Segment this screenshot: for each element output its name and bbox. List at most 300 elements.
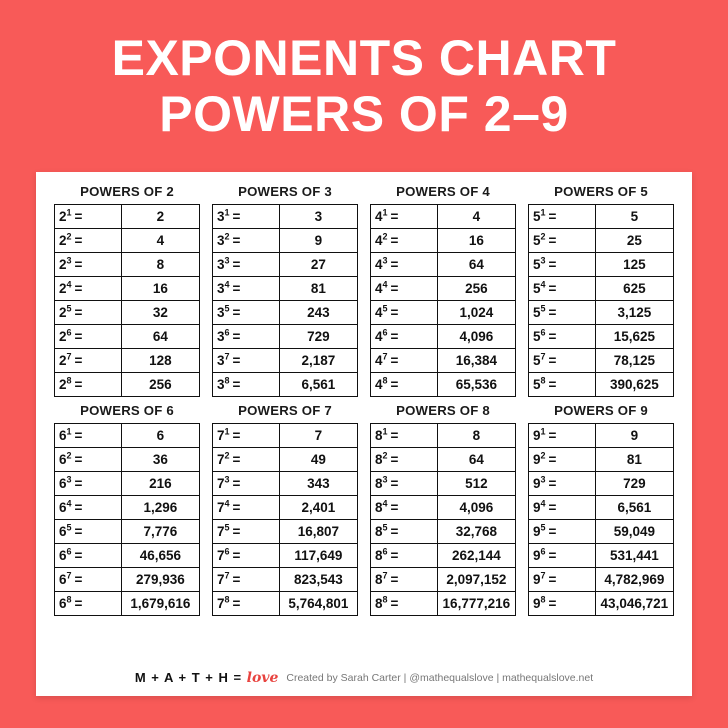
power-exponent: 4: [66, 279, 72, 290]
column-heading: POWERS OF 8: [396, 403, 490, 418]
power-base: 2: [59, 305, 67, 320]
equals-sign: =: [74, 281, 83, 296]
power-exponent: 4: [224, 498, 230, 509]
table-row: [213, 325, 358, 349]
equals-sign: =: [390, 476, 399, 491]
power-base: 5: [533, 377, 541, 392]
table-row: [529, 448, 674, 472]
power-expression: [529, 301, 596, 325]
power-exponent: 7: [66, 351, 72, 362]
power-expression: [55, 229, 122, 253]
equals-sign: =: [390, 209, 399, 224]
equals-sign: =: [232, 500, 241, 515]
power-base: 4: [375, 257, 383, 272]
power-base: 6: [59, 500, 67, 515]
equals-sign: =: [548, 353, 557, 368]
power-base: 6: [59, 452, 67, 467]
power-expression: [213, 229, 280, 253]
table-row: [55, 544, 200, 568]
power-exponent: 1: [224, 207, 230, 218]
power-base: 5: [533, 257, 541, 272]
column-heading: POWERS OF 7: [238, 403, 332, 418]
power-exponent: 5: [540, 522, 546, 533]
powers-table: [54, 423, 200, 616]
power-base: 9: [533, 476, 541, 491]
power-value: 4: [121, 229, 199, 253]
power-expression: [371, 520, 438, 544]
power-base: 9: [533, 452, 541, 467]
table-row: [529, 472, 674, 496]
power-exponent: 8: [540, 375, 546, 386]
power-exponent: 2: [224, 450, 230, 461]
power-exponent: 6: [224, 327, 230, 338]
power-exponent: 4: [540, 279, 546, 290]
table-row: [55, 205, 200, 229]
power-value: 279,936: [121, 568, 199, 592]
title-line-1: EXPONENTS CHART: [111, 30, 617, 86]
table-row: [371, 205, 516, 229]
powers-column: [522, 180, 680, 399]
power-expression: [55, 205, 122, 229]
power-exponent: 8: [66, 594, 72, 605]
equals-sign: =: [74, 329, 83, 344]
logo-letters: M + A + T + H =: [134, 670, 247, 685]
power-exponent: 7: [224, 570, 230, 581]
table-row: [213, 448, 358, 472]
table-row: [213, 205, 358, 229]
table-row: [55, 568, 200, 592]
power-expression: [213, 325, 280, 349]
title-line-2: POWERS OF 2–9: [159, 86, 569, 142]
table-row: [55, 349, 200, 373]
power-value: 4,096: [437, 496, 515, 520]
equals-sign: =: [390, 572, 399, 587]
math-equals-love-logo: [135, 670, 279, 686]
power-exponent: 7: [224, 351, 230, 362]
power-exponent: 5: [224, 303, 230, 314]
power-base: 3: [217, 329, 225, 344]
equals-sign: =: [232, 524, 241, 539]
power-expression: [55, 496, 122, 520]
table-row: [529, 592, 674, 616]
equals-sign: =: [74, 377, 83, 392]
table-row: [529, 373, 674, 397]
power-exponent: 5: [224, 522, 230, 533]
power-expression: [529, 472, 596, 496]
power-value: 9: [595, 424, 673, 448]
power-value: 2,187: [279, 349, 357, 373]
power-expression: [55, 520, 122, 544]
equals-sign: =: [74, 596, 83, 611]
table-row: [55, 253, 200, 277]
table-row: [371, 301, 516, 325]
power-base: 2: [59, 233, 67, 248]
power-exponent: 3: [224, 474, 230, 485]
equals-sign: =: [390, 233, 399, 248]
power-value: 1,024: [437, 301, 515, 325]
page-title: [0, 0, 728, 142]
equals-sign: =: [232, 257, 241, 272]
table-row: [371, 349, 516, 373]
table-row: [213, 277, 358, 301]
power-expression: [213, 349, 280, 373]
power-exponent: 3: [66, 255, 72, 266]
equals-sign: =: [390, 428, 399, 443]
powers-column: [48, 399, 206, 618]
power-value: 16,807: [279, 520, 357, 544]
equals-sign: =: [74, 548, 83, 563]
power-exponent: 8: [224, 375, 230, 386]
power-expression: [371, 448, 438, 472]
table-row: [529, 568, 674, 592]
power-expression: [213, 424, 280, 448]
table-row: [213, 592, 358, 616]
column-heading: POWERS OF 2: [80, 184, 174, 199]
power-base: 7: [217, 476, 225, 491]
table-row: [55, 424, 200, 448]
power-exponent: 6: [66, 546, 72, 557]
power-expression: [55, 448, 122, 472]
power-value: 27: [279, 253, 357, 277]
power-exponent: 8: [540, 594, 546, 605]
power-exponent: 7: [382, 570, 388, 581]
power-base: 5: [533, 305, 541, 320]
power-base: 2: [59, 209, 67, 224]
power-exponent: 4: [382, 498, 388, 509]
equals-sign: =: [548, 452, 557, 467]
power-value: 2,401: [279, 496, 357, 520]
power-value: 117,649: [279, 544, 357, 568]
equals-sign: =: [548, 572, 557, 587]
power-exponent: 2: [540, 450, 546, 461]
power-expression: [213, 592, 280, 616]
power-exponent: 2: [66, 450, 72, 461]
powers-table: [528, 204, 674, 397]
column-heading: POWERS OF 4: [396, 184, 490, 199]
power-base: 7: [217, 548, 225, 563]
power-expression: [529, 424, 596, 448]
power-base: 2: [59, 329, 67, 344]
power-expression: [213, 568, 280, 592]
equals-sign: =: [74, 233, 83, 248]
powers-table: [370, 423, 516, 616]
powers-grid: [36, 172, 692, 618]
power-value: 823,543: [279, 568, 357, 592]
power-value: 25: [595, 229, 673, 253]
equals-sign: =: [390, 257, 399, 272]
power-value: 15,625: [595, 325, 673, 349]
power-expression: [55, 568, 122, 592]
equals-sign: =: [390, 548, 399, 563]
power-expression: [529, 373, 596, 397]
power-base: 7: [217, 500, 225, 515]
equals-sign: =: [390, 596, 399, 611]
power-expression: [371, 544, 438, 568]
table-row: [55, 373, 200, 397]
power-exponent: 1: [382, 426, 388, 437]
power-base: 9: [533, 428, 541, 443]
power-exponent: 4: [540, 498, 546, 509]
power-base: 3: [217, 377, 225, 392]
power-expression: [55, 325, 122, 349]
power-value: 343: [279, 472, 357, 496]
power-value: 9: [279, 229, 357, 253]
power-base: 4: [375, 353, 383, 368]
equals-sign: =: [232, 428, 241, 443]
power-expression: [213, 472, 280, 496]
equals-sign: =: [74, 452, 83, 467]
table-row: [371, 277, 516, 301]
power-expression: [55, 253, 122, 277]
power-base: 9: [533, 548, 541, 563]
equals-sign: =: [548, 329, 557, 344]
table-row: [55, 229, 200, 253]
power-expression: [55, 277, 122, 301]
equals-sign: =: [548, 377, 557, 392]
power-expression: [371, 229, 438, 253]
power-exponent: 3: [382, 474, 388, 485]
power-value: 59,049: [595, 520, 673, 544]
powers-table: [54, 204, 200, 397]
powers-column: [206, 399, 364, 618]
equals-sign: =: [232, 329, 241, 344]
power-value: 262,144: [437, 544, 515, 568]
power-expression: [529, 253, 596, 277]
power-value: 4: [437, 205, 515, 229]
table-row: [55, 301, 200, 325]
power-base: 2: [59, 377, 67, 392]
power-base: 6: [59, 572, 67, 587]
power-expression: [371, 301, 438, 325]
power-base: 9: [533, 524, 541, 539]
power-base: 7: [217, 524, 225, 539]
table-row: [371, 568, 516, 592]
table-row: [371, 424, 516, 448]
power-expression: [529, 205, 596, 229]
power-exponent: 3: [224, 255, 230, 266]
equals-sign: =: [548, 548, 557, 563]
power-base: 7: [217, 596, 225, 611]
power-expression: [55, 349, 122, 373]
equals-sign: =: [390, 305, 399, 320]
power-exponent: 5: [540, 303, 546, 314]
equals-sign: =: [390, 500, 399, 515]
power-exponent: 4: [66, 498, 72, 509]
table-row: [55, 277, 200, 301]
power-exponent: 2: [224, 231, 230, 242]
table-row: [371, 472, 516, 496]
powers-table: [212, 423, 358, 616]
power-value: 16,384: [437, 349, 515, 373]
equals-sign: =: [74, 305, 83, 320]
table-row: [371, 229, 516, 253]
power-expression: [529, 568, 596, 592]
table-row: [371, 325, 516, 349]
power-base: 6: [59, 548, 67, 563]
power-expression: [371, 349, 438, 373]
power-base: 8: [375, 548, 383, 563]
power-value: 81: [279, 277, 357, 301]
power-value: 16: [121, 277, 199, 301]
power-base: 6: [59, 428, 67, 443]
power-value: 64: [437, 448, 515, 472]
power-exponent: 3: [66, 474, 72, 485]
equals-sign: =: [232, 305, 241, 320]
table-row: [371, 253, 516, 277]
power-value: 5: [595, 205, 673, 229]
power-expression: [371, 496, 438, 520]
table-row: [529, 277, 674, 301]
table-row: [529, 349, 674, 373]
power-value: 4,782,969: [595, 568, 673, 592]
power-exponent: 8: [66, 375, 72, 386]
power-expression: [55, 373, 122, 397]
power-value: 512: [437, 472, 515, 496]
power-value: 2,097,152: [437, 568, 515, 592]
power-value: 32: [121, 301, 199, 325]
power-expression: [213, 301, 280, 325]
equals-sign: =: [232, 596, 241, 611]
power-expression: [55, 472, 122, 496]
power-base: 4: [375, 209, 383, 224]
equals-sign: =: [390, 377, 399, 392]
power-expression: [529, 592, 596, 616]
power-exponent: 4: [224, 279, 230, 290]
equals-sign: =: [390, 329, 399, 344]
equals-sign: =: [232, 452, 241, 467]
equals-sign: =: [548, 596, 557, 611]
power-base: 3: [217, 209, 225, 224]
power-exponent: 6: [382, 546, 388, 557]
power-exponent: 2: [540, 231, 546, 242]
table-row: [213, 229, 358, 253]
table-row: [213, 373, 358, 397]
power-base: 3: [217, 257, 225, 272]
equals-sign: =: [232, 476, 241, 491]
power-value: 729: [279, 325, 357, 349]
power-exponent: 3: [540, 474, 546, 485]
power-expression: [55, 592, 122, 616]
power-value: 3,125: [595, 301, 673, 325]
equals-sign: =: [548, 281, 557, 296]
power-value: 6,561: [279, 373, 357, 397]
equals-sign: =: [548, 428, 557, 443]
power-exponent: 5: [382, 303, 388, 314]
power-expression: [529, 277, 596, 301]
power-value: 16,777,216: [437, 592, 515, 616]
power-value: 1,679,616: [121, 592, 199, 616]
column-heading: POWERS OF 3: [238, 184, 332, 199]
table-row: [55, 448, 200, 472]
power-value: 216: [121, 472, 199, 496]
table-row: [529, 301, 674, 325]
power-exponent: 7: [540, 570, 546, 581]
power-expression: [371, 568, 438, 592]
power-expression: [213, 448, 280, 472]
power-exponent: 1: [382, 207, 388, 218]
power-value: 8: [437, 424, 515, 448]
power-exponent: 6: [540, 327, 546, 338]
power-exponent: 8: [382, 594, 388, 605]
table-row: [213, 544, 358, 568]
table-row: [529, 325, 674, 349]
power-expression: [529, 229, 596, 253]
equals-sign: =: [548, 233, 557, 248]
equals-sign: =: [74, 524, 83, 539]
powers-table: [212, 204, 358, 397]
power-base: 9: [533, 596, 541, 611]
power-value: 125: [595, 253, 673, 277]
power-expression: [55, 544, 122, 568]
table-row: [529, 424, 674, 448]
equals-sign: =: [548, 524, 557, 539]
power-value: 16: [437, 229, 515, 253]
power-expression: [371, 424, 438, 448]
table-row: [213, 253, 358, 277]
equals-sign: =: [232, 548, 241, 563]
power-base: 3: [217, 233, 225, 248]
powers-column: [364, 399, 522, 618]
equals-sign: =: [74, 572, 83, 587]
powers-column: [364, 180, 522, 399]
powers-column: [206, 180, 364, 399]
power-exponent: 5: [66, 303, 72, 314]
power-exponent: 4: [382, 279, 388, 290]
table-row: [55, 592, 200, 616]
power-base: 8: [375, 572, 383, 587]
power-value: 390,625: [595, 373, 673, 397]
power-expression: [371, 325, 438, 349]
power-exponent: 1: [224, 426, 230, 437]
table-row: [213, 496, 358, 520]
power-exponent: 1: [540, 207, 546, 218]
power-exponent: 1: [540, 426, 546, 437]
chart-card: [36, 172, 692, 696]
power-exponent: 3: [540, 255, 546, 266]
equals-sign: =: [74, 428, 83, 443]
power-exponent: 1: [66, 207, 72, 218]
power-exponent: 7: [382, 351, 388, 362]
power-base: 8: [375, 596, 383, 611]
power-base: 8: [375, 524, 383, 539]
power-value: 6: [121, 424, 199, 448]
powers-column: [522, 399, 680, 618]
power-base: 5: [533, 233, 541, 248]
power-value: 64: [437, 253, 515, 277]
power-base: 8: [375, 428, 383, 443]
equals-sign: =: [232, 353, 241, 368]
equals-sign: =: [232, 281, 241, 296]
equals-sign: =: [74, 353, 83, 368]
power-expression: [529, 496, 596, 520]
equals-sign: =: [232, 209, 241, 224]
table-row: [529, 520, 674, 544]
power-expression: [529, 448, 596, 472]
power-exponent: 2: [382, 231, 388, 242]
power-base: 8: [375, 500, 383, 515]
power-base: 2: [59, 257, 67, 272]
power-expression: [371, 205, 438, 229]
power-base: 4: [375, 305, 383, 320]
power-value: 65,536: [437, 373, 515, 397]
power-value: 531,441: [595, 544, 673, 568]
power-exponent: 6: [382, 327, 388, 338]
power-base: 8: [375, 452, 383, 467]
power-expression: [213, 496, 280, 520]
power-value: 46,656: [121, 544, 199, 568]
power-base: 6: [59, 596, 67, 611]
table-row: [371, 496, 516, 520]
